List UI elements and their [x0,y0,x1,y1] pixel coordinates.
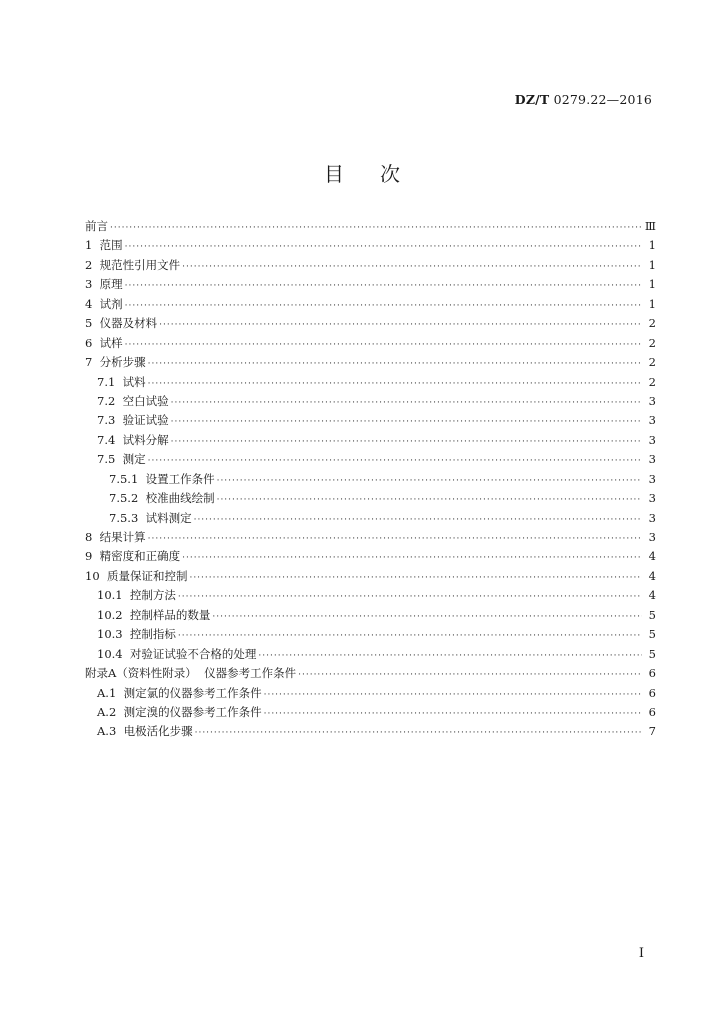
toc-entry-number: 4 [85,296,100,311]
toc-entry-page: 3 [648,491,656,506]
toc-entry-page: Ⅲ [644,219,656,233]
toc-entry-label: 控制方法 [129,588,176,603]
toc-entry-label: 试料测定 [145,510,192,525]
toc-entry-label: 范围 [99,238,123,253]
toc-entry[interactable] [85,646,656,665]
toc-leader-dots [194,515,642,525]
standard-prefix: DZ/T [514,92,550,107]
toc-entry-page: 3 [648,413,656,428]
toc-leader-dots [148,359,642,369]
toc-entry[interactable] [85,296,656,315]
toc-leader-dots [217,495,642,505]
toc-entry-page: 4 [648,549,656,564]
toc-entry[interactable] [85,568,656,587]
toc-entry[interactable] [85,393,656,412]
toc-entry-number: 7.1 [97,374,123,389]
table-of-contents [85,218,656,743]
toc-leader-dots [171,417,642,427]
toc-entry[interactable] [85,510,656,529]
toc-leader-dots [125,281,642,291]
toc-entry-page: 1 [648,238,656,253]
toc-entry-label: 试样 [99,335,123,350]
toc-entry[interactable] [85,237,656,256]
toc-leader-dots [258,651,642,661]
toc-leader-dots [189,573,642,583]
toc-entry-label: 试剂 [99,296,123,311]
toc-leader-dots [148,456,642,466]
toc-entry[interactable] [85,471,656,490]
toc-entry[interactable] [85,374,656,393]
toc-entry-page: 4 [648,588,656,603]
toc-entry-label: 控制指标 [129,627,176,642]
toc-entry-label: 电极活化步骤 [123,724,193,739]
toc-entry[interactable] [85,490,656,509]
toc-entry[interactable] [85,451,656,470]
toc-entry-number: 5 [85,316,100,331]
toc-entry-page: 3 [648,471,656,486]
toc-entry[interactable] [85,432,656,451]
toc-entry-label: 设置工作条件 [145,471,215,486]
toc-entry-page: 3 [648,393,656,408]
toc-entry[interactable] [85,607,656,626]
toc-entry-number: 3 [85,277,100,292]
toc-entry-number: 7.4 [97,432,123,447]
toc-entry-page: 1 [648,296,656,311]
toc-entry-page: 1 [648,277,656,292]
toc-entry-number: 7.5.2 [109,491,146,506]
toc-entry[interactable] [85,218,656,237]
toc-entry-number: 7.3 [97,413,123,428]
toc-entry-label: 结果计算 [99,530,146,544]
toc-entry-page: 7 [648,724,656,739]
toc-entry-page: 5 [648,646,656,661]
standard-number: 0279.22—2016 [549,92,652,107]
toc-entry[interactable] [85,257,656,276]
toc-entry-label: 校准曲线绘制 [145,491,215,506]
toc-leader-dots [159,320,642,330]
toc-leader-dots [264,709,642,719]
toc-entry-label: 测定氯的仪器参考工作条件 [123,685,262,700]
toc-entry-label: 验证试验 [122,413,169,428]
page-title: 目次 [324,162,436,186]
toc-entry-label: 规范性引用文件 [99,257,181,272]
toc-entry-page: 4 [648,568,656,583]
toc-leader-dots [178,592,642,602]
toc-entry-page: 2 [648,374,656,389]
toc-leader-dots [212,612,642,622]
toc-entry-page: 3 [648,530,656,544]
toc-entry[interactable] [85,665,656,684]
toc-entry-page: 2 [648,355,656,370]
toc-entry[interactable] [85,529,656,548]
toc-entry-page: 6 [648,685,656,700]
toc-leader-dots [178,631,642,641]
toc-entry-page: 3 [648,510,656,525]
toc-entry-number: 1 [85,238,100,253]
toc-leader-dots [182,553,642,563]
toc-entry-label: 空白试验 [122,393,169,408]
toc-entry-label: 控制样品的数量 [129,607,211,622]
toc-entry[interactable] [85,626,656,645]
toc-leader-dots [125,301,642,311]
toc-entry-number: 10.2 [97,607,130,622]
toc-entry[interactable] [85,276,656,295]
toc-entry-number: 9 [85,549,100,564]
toc-entry-label: 仪器及材料 [99,316,158,331]
toc-entry-label: 质量保证和控制 [106,568,188,583]
toc-entry-page: 2 [648,316,656,331]
toc-entry-number: 7.2 [97,393,123,408]
toc-entry-page: 6 [648,704,656,719]
toc-entry-number: 10.4 [97,646,130,661]
toc-entry-label: 精密度和正确度 [99,549,181,564]
toc-entry-page: 1 [648,257,656,272]
toc-entry-page: 5 [648,627,656,642]
toc-leader-dots [148,379,642,389]
toc-entry-number: 7 [85,355,100,370]
toc-entry-label: 测定溴的仪器参考工作条件 [123,704,262,719]
toc-entry-number: A.3 [97,724,124,739]
toc-entry[interactable] [85,354,656,373]
toc-entry-label: 附录A（资料性附录） 仪器参考工作条件 [85,666,297,681]
toc-entry-label: 测定 [122,452,146,467]
toc-entry-number: 10 [85,568,107,583]
toc-entry-number: A.2 [97,704,124,719]
toc-entry-page: 2 [648,335,656,350]
toc-entry[interactable] [85,704,656,723]
toc-entry-label: 前言 [85,219,108,233]
toc-entry[interactable] [85,548,656,567]
toc-entry-label: 原理 [99,277,123,292]
toc-entry[interactable] [85,685,656,704]
toc-leader-dots [110,223,642,233]
toc-entry[interactable] [85,723,656,742]
toc-entry-number: 8 [85,530,100,544]
toc-leader-dots [264,690,642,700]
toc-entry-number: 7.5.1 [109,471,146,486]
toc-entry[interactable] [85,587,656,606]
toc-leader-dots [195,728,642,738]
toc-entry-number: 6 [85,335,100,350]
toc-entry[interactable] [85,412,656,431]
toc-entry-label: 分析步骤 [99,355,146,370]
toc-entry-number: 7.5 [97,452,123,467]
toc-entry-page: 3 [648,452,656,467]
toc-entry-label: 对验证试验不合格的处理 [129,646,257,661]
toc-entry-page: 3 [648,432,656,447]
toc-entry-number: 10.1 [97,588,130,603]
toc-leader-dots [171,398,642,408]
toc-leader-dots [148,534,642,544]
toc-entry-page: 5 [648,607,656,622]
toc-entry-number: 2 [85,257,100,272]
toc-leader-dots [182,262,642,272]
page-number: I [638,946,644,961]
toc-entry[interactable] [85,315,656,334]
toc-entry-page: 6 [648,666,656,681]
toc-leader-dots [171,437,642,447]
toc-entry[interactable] [85,335,656,354]
toc-entry-label: 试料分解 [122,432,169,447]
toc-entry-number: 7.5.3 [109,510,146,525]
toc-leader-dots [125,242,642,252]
toc-leader-dots [217,476,642,486]
toc-leader-dots [125,340,642,350]
standard-code [515,92,652,107]
toc-entry-number: A.1 [97,685,124,700]
toc-entry-label: 试料 [122,374,146,389]
toc-entry-number: 10.3 [97,627,130,642]
toc-leader-dots [298,670,642,680]
